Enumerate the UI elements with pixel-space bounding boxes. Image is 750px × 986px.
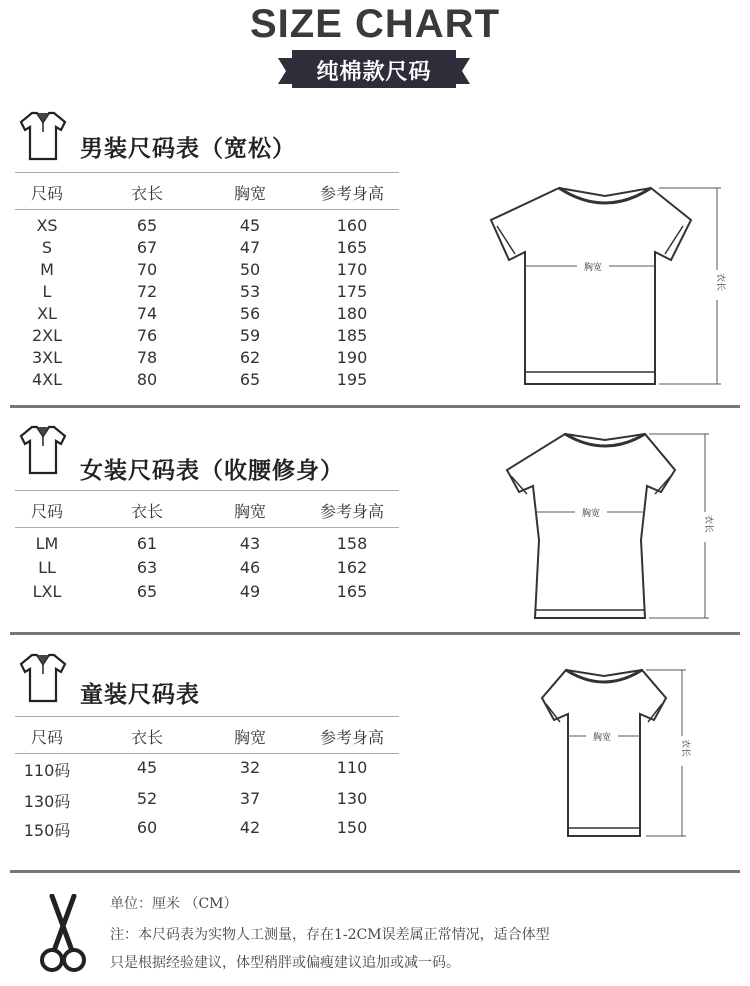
section-title: 女装尺码表（收腰修身） — [80, 458, 344, 484]
col-height-header: 参考身高 — [319, 184, 384, 203]
page-title: SIZE CHART — [250, 2, 500, 46]
table-row: LL 63 46 162 — [38, 558, 368, 577]
length-label: 衣长 — [680, 738, 690, 758]
table-row: 130码 52 37 130 — [23, 789, 368, 811]
table-row: LXL 65 49 165 — [32, 582, 368, 601]
table-row: XL 74 56 180 — [37, 304, 368, 323]
col-length-header: 衣长 — [130, 502, 163, 521]
section-title: 男装尺码表（宽松） — [80, 136, 296, 162]
col-length-header: 衣长 — [130, 728, 163, 747]
section-divider — [10, 405, 740, 408]
disclaimer-line-2: 只是根据经验建议，体型稍胖或偏瘦建议追加或减一码。 — [110, 955, 460, 971]
table-row: 2XL 76 59 185 — [31, 326, 368, 345]
table-header — [15, 490, 399, 528]
section-divider — [10, 632, 740, 635]
chest-label: 胸宽 — [592, 733, 612, 743]
scissors-icon — [38, 894, 88, 974]
page-subtitle: 纯棉款尺码 — [316, 60, 432, 85]
unit-note: 单位：厘米 （CM） — [110, 896, 238, 912]
length-label: 衣长 — [703, 514, 713, 534]
mens-size-section — [0, 104, 750, 404]
table-header — [15, 172, 399, 210]
section-divider — [10, 870, 740, 873]
tshirt-measure-diagram — [512, 664, 712, 844]
table-row: S 67 47 165 — [41, 238, 368, 257]
col-chest-header: 胸宽 — [233, 502, 266, 521]
tshirt-measure-diagram — [505, 430, 735, 630]
col-chest-header: 胸宽 — [233, 184, 266, 203]
womens-size-section — [0, 420, 750, 635]
polo-shirt-icon — [16, 424, 70, 476]
table-row: 110码 45 32 110 — [23, 758, 368, 780]
table-row: L 72 53 175 — [42, 282, 368, 301]
table-row: LM 61 43 158 — [35, 534, 368, 553]
col-height-header: 参考身高 — [319, 502, 384, 521]
col-size-header: 尺码 — [30, 728, 63, 747]
table-row: 150码 60 42 150 — [23, 818, 368, 840]
chest-label: 胸宽 — [583, 263, 603, 273]
section-title: 童装尺码表 — [80, 682, 200, 708]
col-size-header: 尺码 — [30, 184, 63, 203]
table-row: M 70 50 170 — [40, 260, 368, 279]
disclaimer-line-1: 注：本尺码表为实物人工测量，存在1-2CM误差属正常情况，适合体型 — [110, 927, 550, 943]
col-size-header: 尺码 — [30, 502, 63, 521]
table-row: 3XL 78 62 190 — [31, 348, 368, 367]
chest-label: 胸宽 — [581, 509, 601, 519]
col-chest-header: 胸宽 — [233, 728, 266, 747]
table-row: 4XL 80 65 195 — [31, 370, 368, 389]
polo-shirt-icon — [16, 110, 70, 162]
col-height-header: 参考身高 — [319, 728, 384, 747]
length-label: 衣长 — [715, 272, 725, 292]
table-header — [15, 716, 399, 754]
kids-size-section — [0, 648, 750, 868]
col-length-header: 衣长 — [130, 184, 163, 203]
tshirt-measure-diagram — [485, 182, 735, 396]
table-row: XS 65 45 160 — [36, 216, 368, 235]
polo-shirt-icon — [16, 652, 70, 704]
